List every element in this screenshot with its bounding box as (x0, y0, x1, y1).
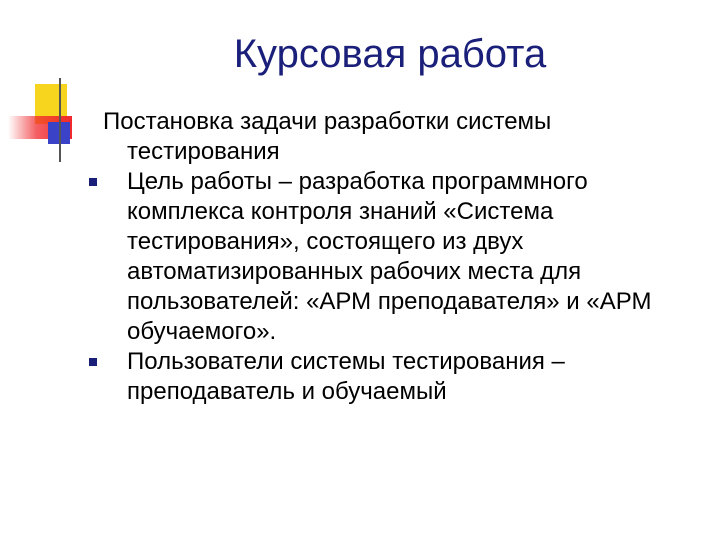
lead-paragraph: Постановка задачи разработки системы тестирования (103, 108, 552, 165)
bullet-item (103, 167, 683, 347)
square-bullet-icon (89, 178, 97, 186)
slide-content (103, 107, 683, 407)
square-bullet-icon (89, 358, 97, 366)
bullet-text: Пользователи системы тестирования – преподаватель и обучаемый (127, 348, 565, 405)
bullet-text: Цель работы – разработка программного комплекса контроля знаний «Система тестирования», состоящего из двух автоматизированных рабочих места для пользователей: «АРМ преподавателя» и «АРМ обучаемого». (127, 168, 652, 345)
bullet-list (103, 167, 683, 407)
bullet-item (103, 347, 683, 407)
slide-title: Курсовая работа (233, 32, 547, 76)
